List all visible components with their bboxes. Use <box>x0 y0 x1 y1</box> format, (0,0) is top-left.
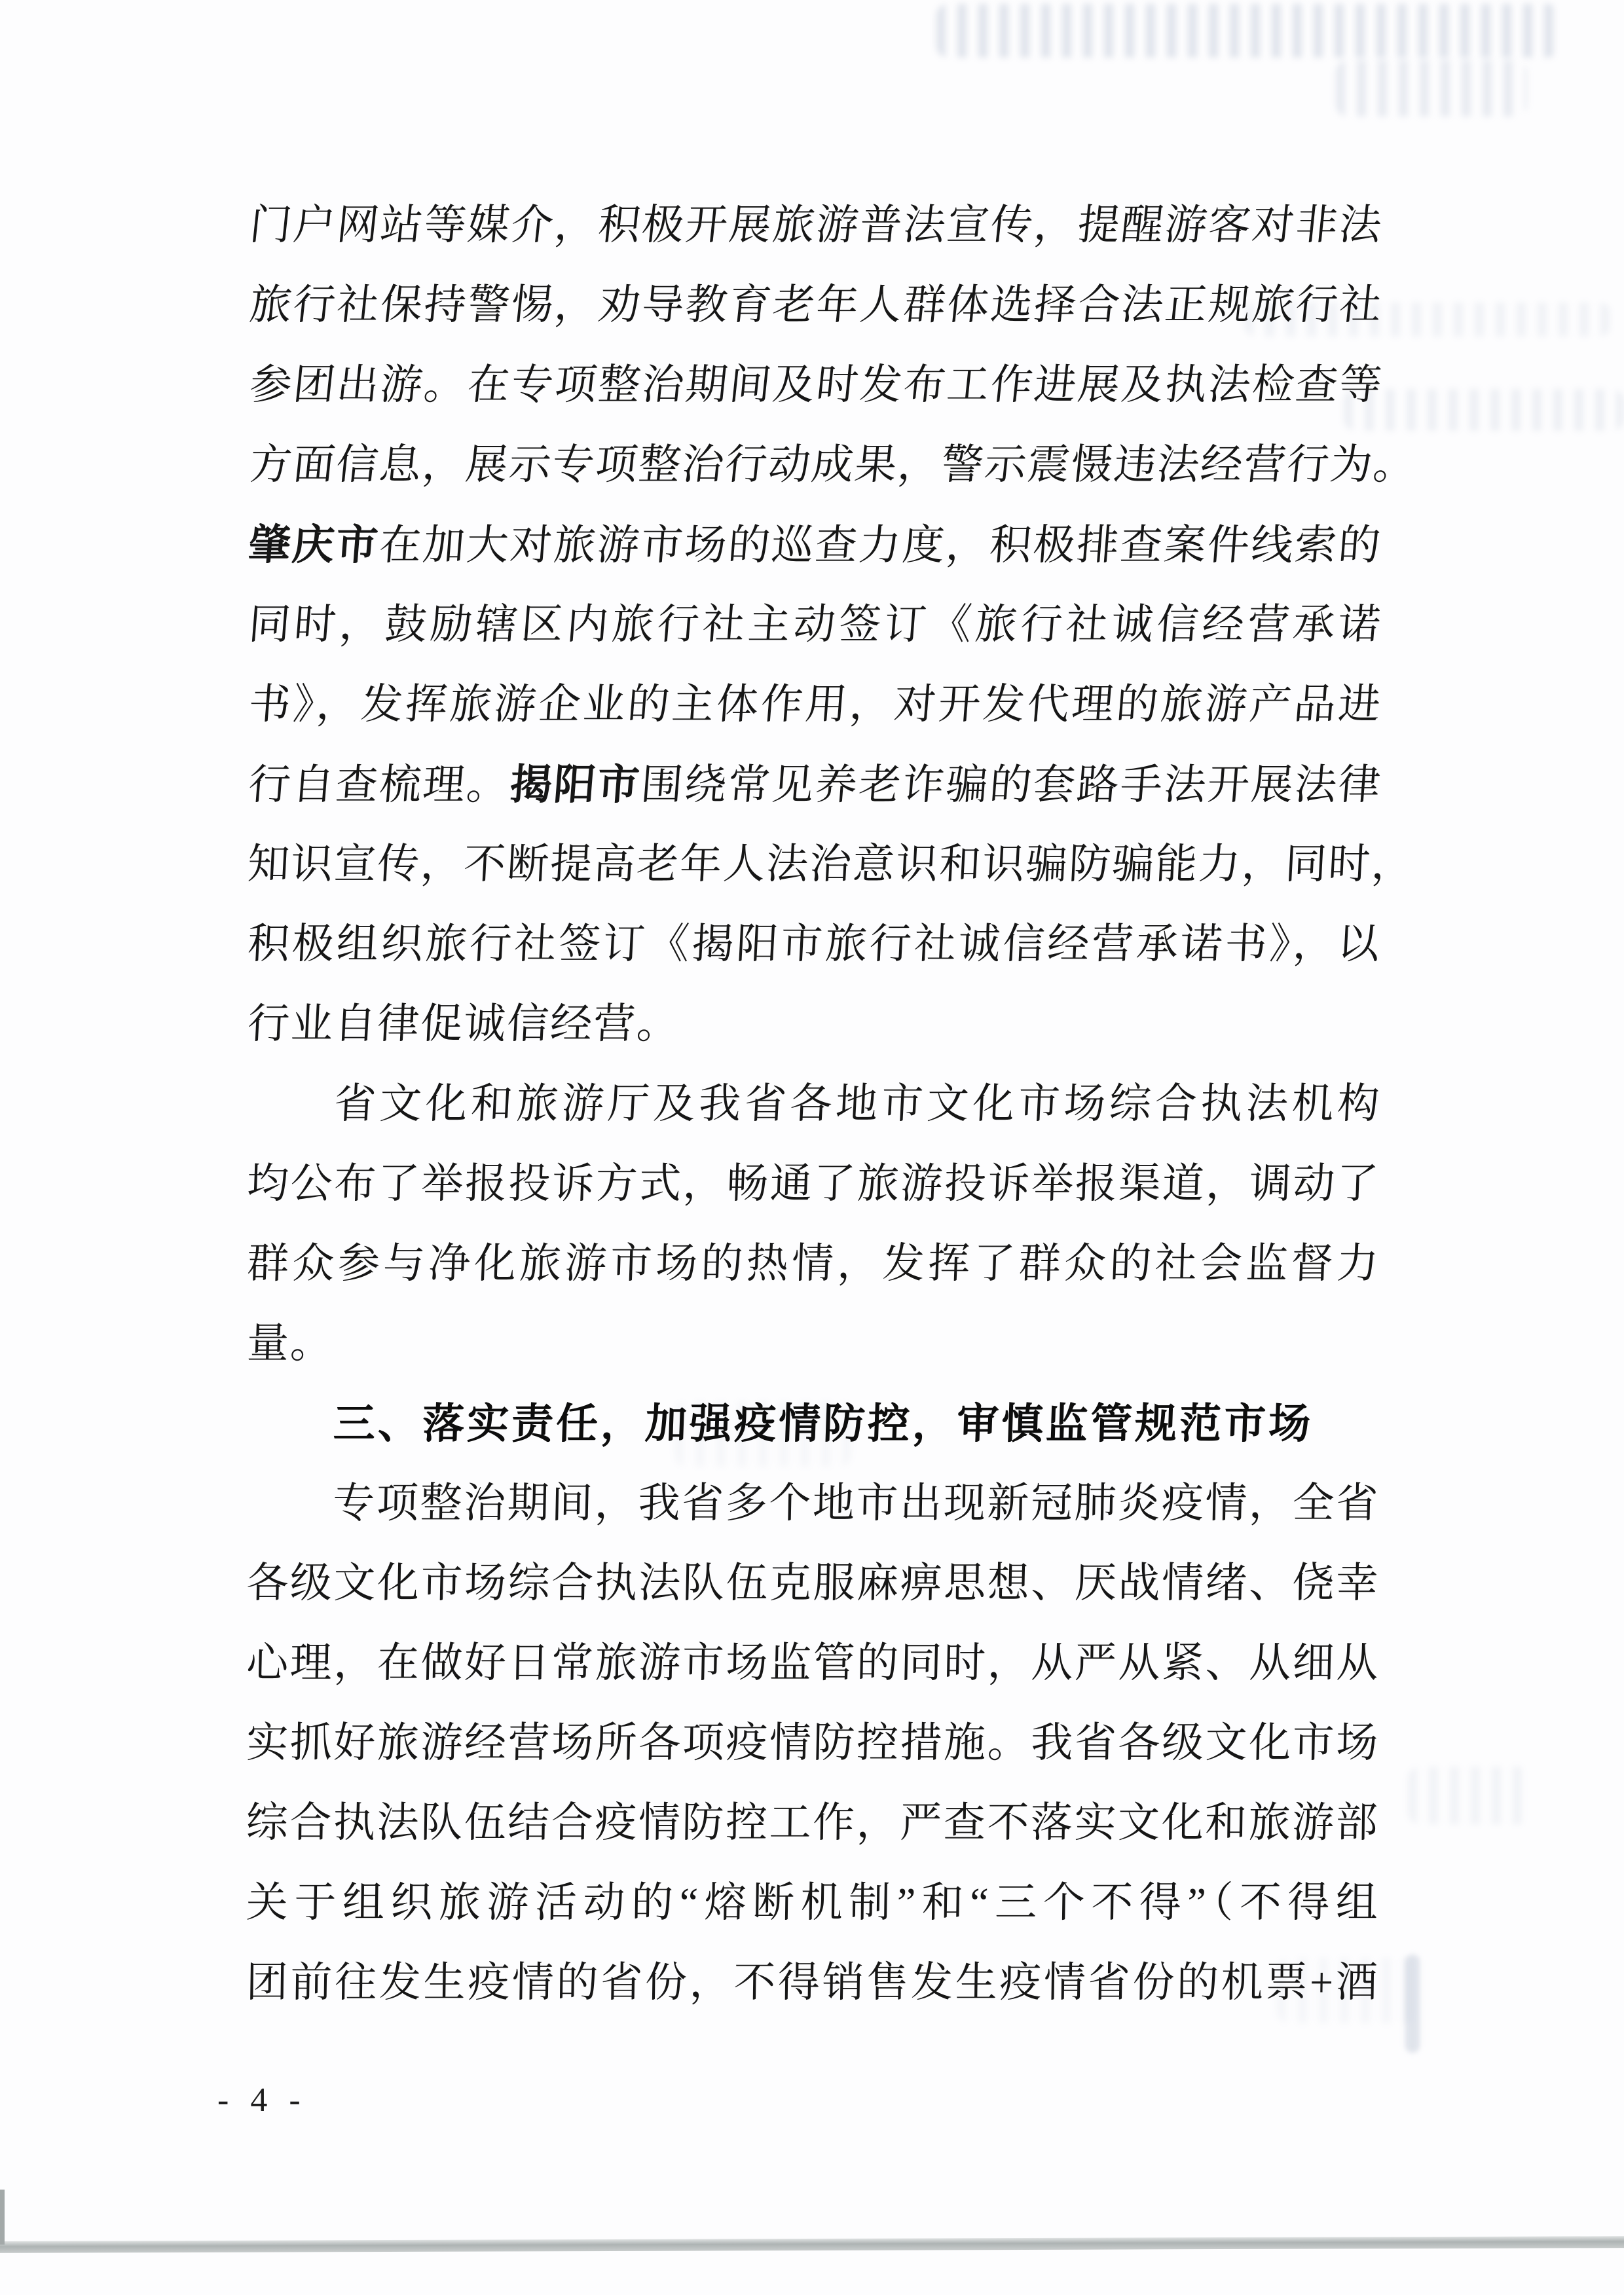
text-line <box>246 1224 1381 1304</box>
text-line <box>246 1783 1380 1863</box>
body-text: 方面信息，展示专项整治行动成果，警示震慑违法经营行为。 <box>247 441 1420 488</box>
body-text: 知识宣传，不断提高老年人法治意识和识骗防骗能力，同时， <box>246 841 1416 887</box>
scan-edge-band <box>0 2236 1624 2253</box>
body-text: 围绕常见养老诈骗的套路手法开展法律 <box>639 762 1384 808</box>
text-line <box>246 1304 1381 1384</box>
body-text: 量。 <box>246 1320 335 1367</box>
scan-bleed-artifact-top-right <box>1336 60 1527 117</box>
text-line <box>246 345 1387 425</box>
text-line <box>246 665 1385 744</box>
document-body <box>246 185 1420 2023</box>
text-line <box>246 1943 1380 2023</box>
text-line <box>246 425 1420 505</box>
text-line <box>246 744 1385 824</box>
text-line <box>246 1144 1381 1224</box>
text-line <box>246 265 1387 345</box>
text-line <box>246 505 1385 585</box>
scan-bleed-artifact-lower-right <box>1408 1767 1530 1824</box>
body-text: 综合执法队伍结合疫情防控工作，严查不落实文化和旅游部 <box>246 1799 1380 1846</box>
text-line <box>246 824 1416 904</box>
body-text: 参团出游。在专项整治期间及时发布工作进展及执法检查等 <box>247 361 1386 408</box>
emphasis-text: 三、落实责任，加强疫情防控，审慎监管规范市场 <box>332 1400 1314 1447</box>
text-line <box>246 1543 1380 1623</box>
text-line <box>246 1064 1382 1144</box>
scan-bleed-artifact-edge-strip <box>1405 1955 1420 2053</box>
body-text: 在加大对旅游市场的巡查力度，积极排查案件线索的 <box>377 522 1384 568</box>
emphasis-text: 肇庆市 <box>246 521 382 568</box>
body-text: 行业自律促诚信经营。 <box>246 1001 682 1047</box>
body-text: 关于组织旅游活动的“熔断机制”和“三个不得”（不得组 <box>246 1879 1380 1926</box>
body-text: 书》，发挥旅游企业的主体作用，对开发代理的旅游产品进 <box>247 681 1384 727</box>
text-line <box>246 1703 1380 1783</box>
text-line <box>246 1623 1380 1703</box>
text-line <box>246 1463 1380 1543</box>
body-text: 同时，鼓励辖区内旅行社主动签订《旅行社诚信经营承诺 <box>247 601 1384 648</box>
body-text: 行自查梳理。 <box>246 762 512 808</box>
body-text: 门户网站等媒介，积极开展旅游普法宣传，提醒游客对非法 <box>247 202 1386 248</box>
body-text: 各级文化市场综合执法队伍克服麻痹思想、厌战情绪、侥幸 <box>246 1560 1380 1606</box>
body-text: 团前往发生疫情的省份，不得销售发生疫情省份的机票+酒 <box>246 1959 1380 2006</box>
body-text: 心理，在做好日常旅游市场监管的同时，从严从紧、从细从 <box>246 1640 1380 1686</box>
body-text: 省文化和旅游厅及我省各地市文化市场综合执法机构 <box>333 1080 1382 1127</box>
text-line <box>246 185 1387 265</box>
page-number: - 4 - <box>217 2082 307 2119</box>
text-line <box>246 1863 1380 1943</box>
text-line <box>246 904 1382 984</box>
body-text: 实抓好旅游经营场所各项疫情防控措施。我省各级文化市场 <box>246 1719 1380 1766</box>
body-text: 积极组织旅行社签订《揭阳市旅行社诚信经营承诺书》，以 <box>246 921 1382 967</box>
body-text: 群众参与净化旅游市场的热情，发挥了群众的社会监督力 <box>246 1240 1381 1287</box>
scan-edge-corner <box>0 2190 5 2245</box>
text-line <box>246 984 1382 1064</box>
emphasis-text: 揭阳市 <box>508 761 643 808</box>
body-text: 专项整治期间，我省多个地市出现新冠肺炎疫情，全省 <box>332 1480 1380 1526</box>
section-heading <box>246 1384 1381 1463</box>
scan-bleed-artifact-top <box>936 4 1559 58</box>
text-line <box>246 585 1385 665</box>
body-text: 旅行社保持警惕，劝导教育老年人群体选择合法正规旅行社 <box>247 282 1386 328</box>
body-text: 均公布了举报投诉方式，畅通了旅游投诉举报渠道，调动了 <box>246 1160 1381 1207</box>
